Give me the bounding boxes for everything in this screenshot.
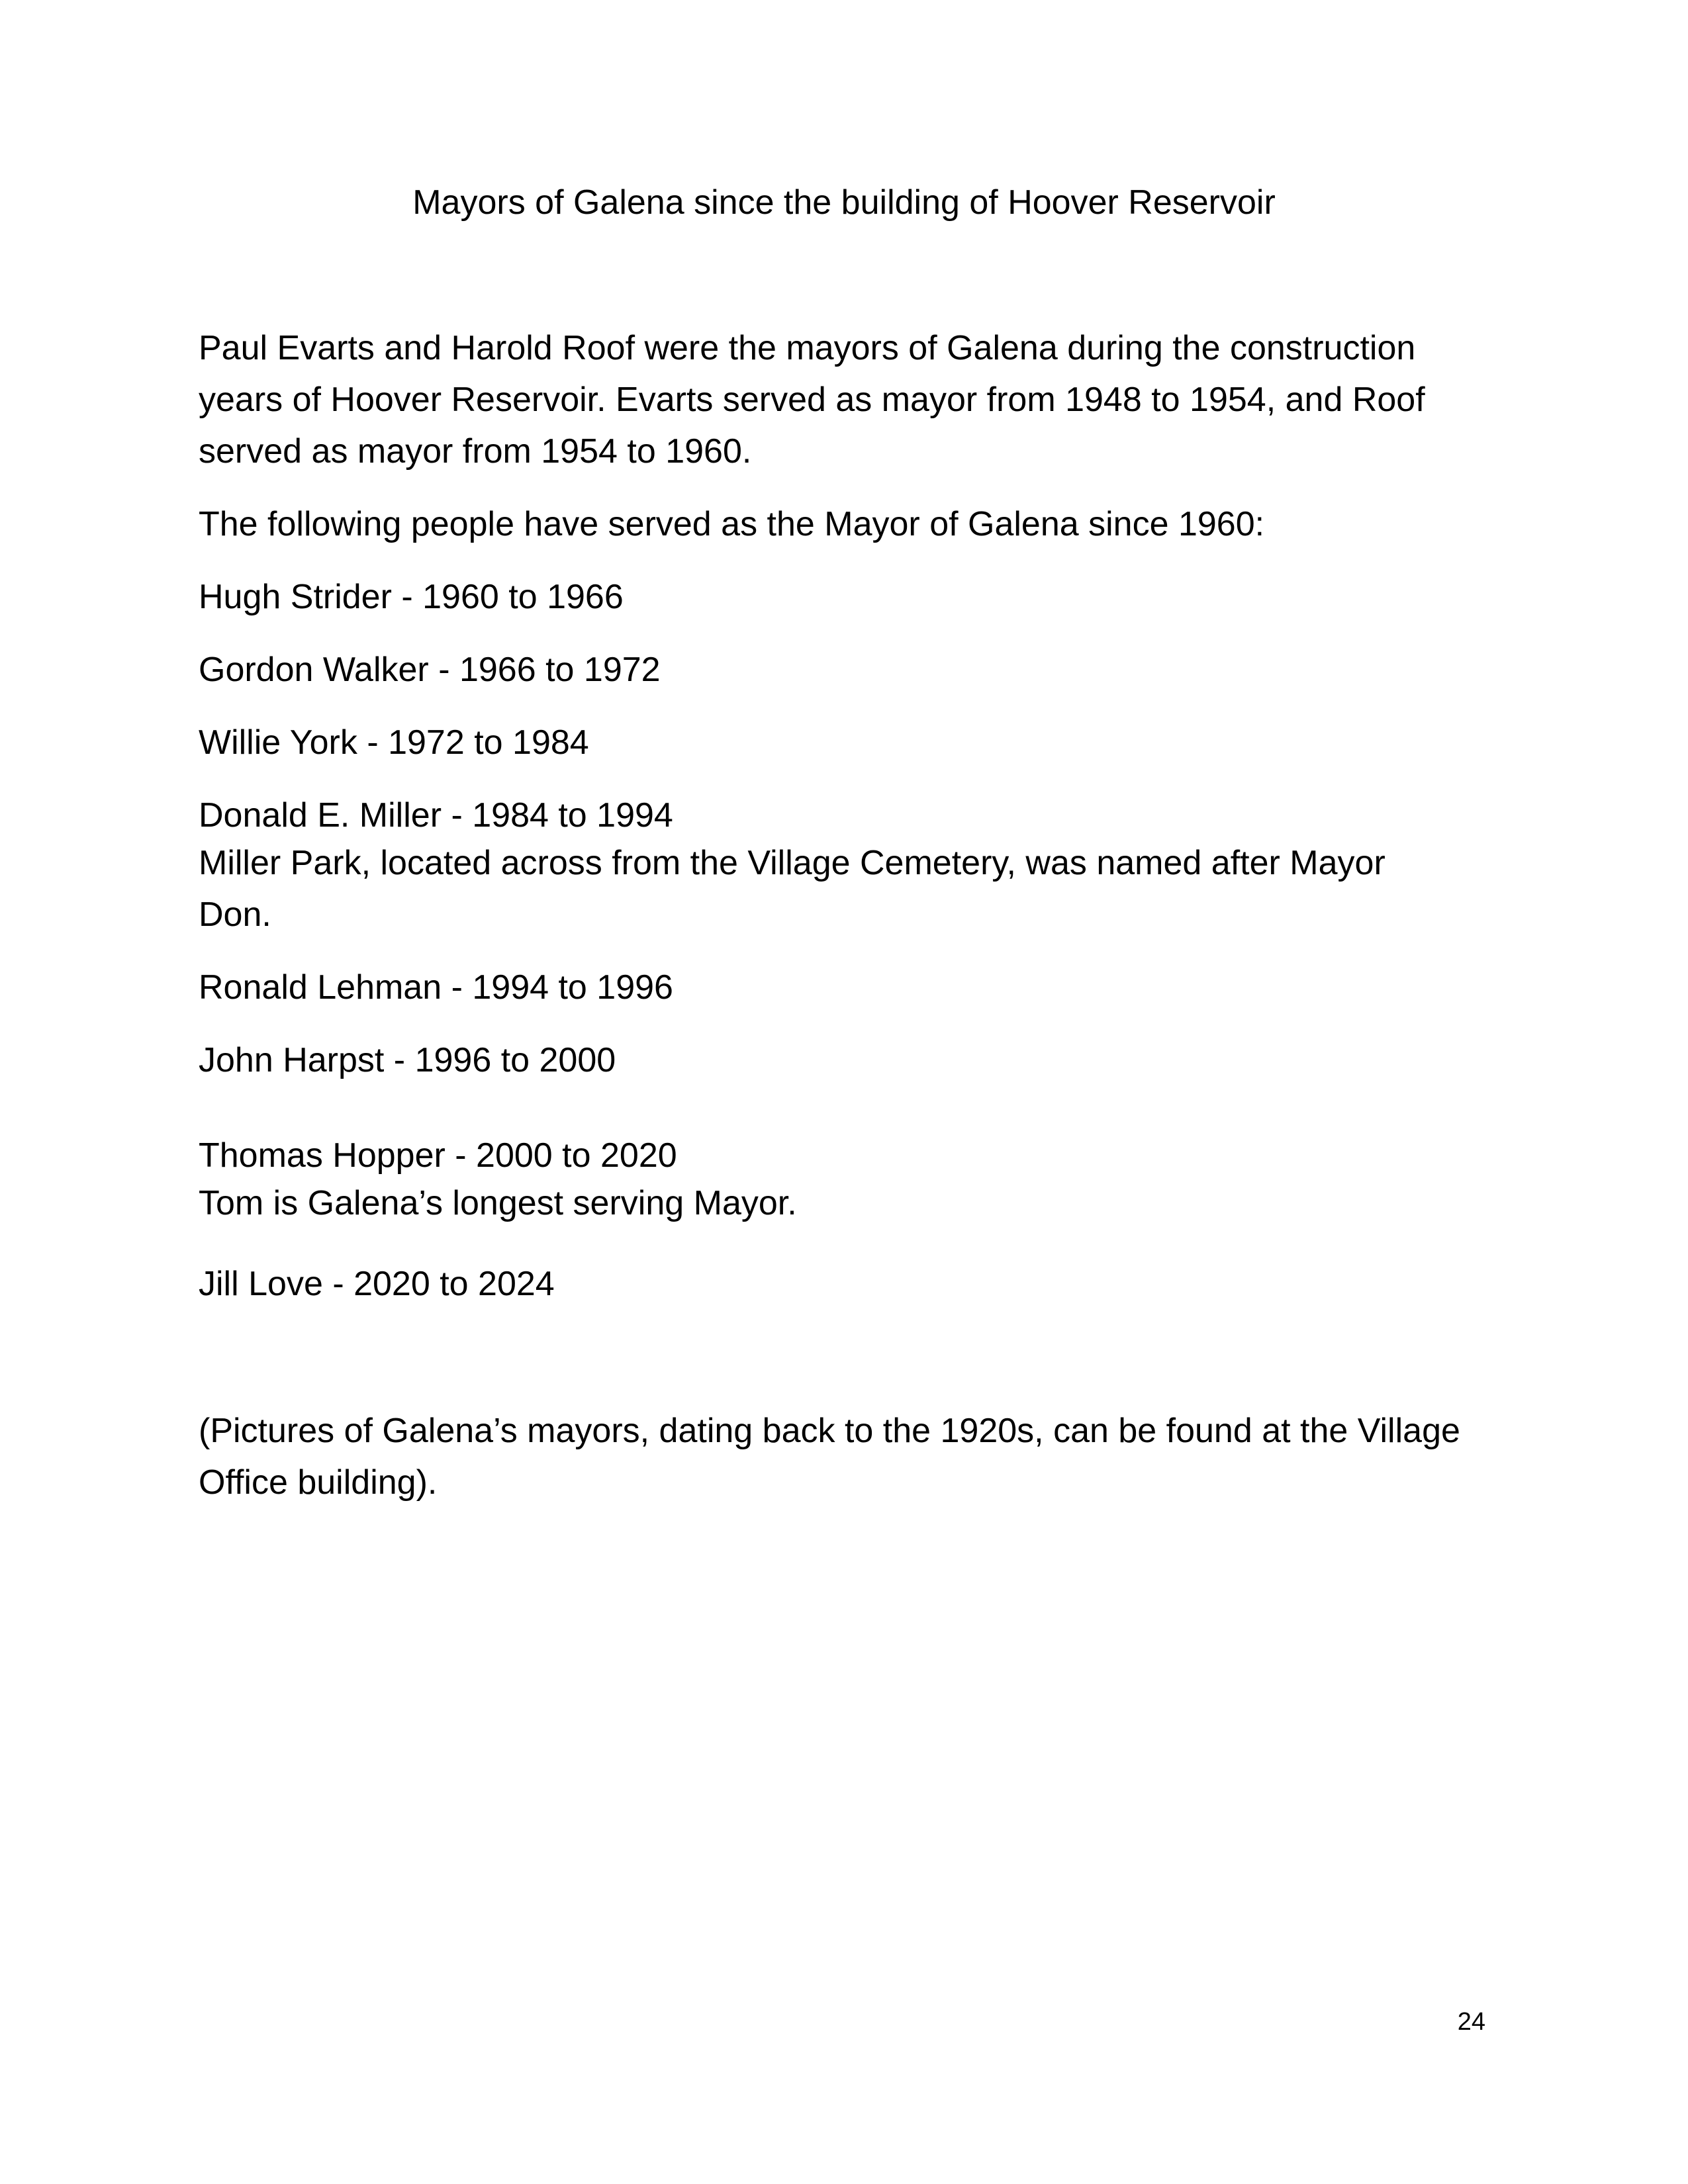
mayor-note-miller-park-line-2: Don. (199, 895, 271, 934)
mayor-entry-ronald-lehman: Ronald Lehman - 1994 to 1996 (199, 968, 673, 1007)
intro-line-1: Paul Evarts and Harold Roof were the mayors of Galena during the construction (199, 329, 1416, 367)
page-number: 24 (1457, 2008, 1485, 2036)
mayor-entry-donald-miller: Donald E. Miller - 1984 to 1994 (199, 796, 673, 835)
intro-line-2: years of Hoover Reservoir. Evarts served as mayor from 1948 to 1954, and Roof (199, 381, 1425, 419)
mayor-entry-jill-love: Jill Love - 2020 to 2024 (199, 1265, 555, 1303)
mayor-entry-hugh-strider: Hugh Strider - 1960 to 1966 (199, 578, 624, 616)
closing-line-1: (Pictures of Galena’s mayors, dating back to the 1920s, can be found at the Village (199, 1412, 1460, 1450)
page-title: Mayors of Galena since the building of Hoover Reservoir (412, 183, 1276, 222)
mayor-entry-thomas-hopper: Thomas Hopper - 2000 to 2020 (199, 1136, 677, 1175)
closing-line-2: Office building). (199, 1463, 438, 1502)
mayor-note-miller-park-line-1: Miller Park, located across from the Village Cemetery, was named after Mayor (199, 844, 1385, 882)
intro-line-3: served as mayor from 1954 to 1960. (199, 432, 752, 471)
mayor-entry-willie-york: Willie York - 1972 to 1984 (199, 723, 589, 762)
list-intro: The following people have served as the Mayor of Galena since 1960: (199, 505, 1265, 543)
mayor-entry-john-harpst: John Harpst - 1996 to 2000 (199, 1041, 616, 1079)
mayor-note-tom: Tom is Galena’s longest serving Mayor. (199, 1184, 797, 1222)
mayor-entry-gordon-walker: Gordon Walker - 1966 to 1972 (199, 651, 661, 689)
